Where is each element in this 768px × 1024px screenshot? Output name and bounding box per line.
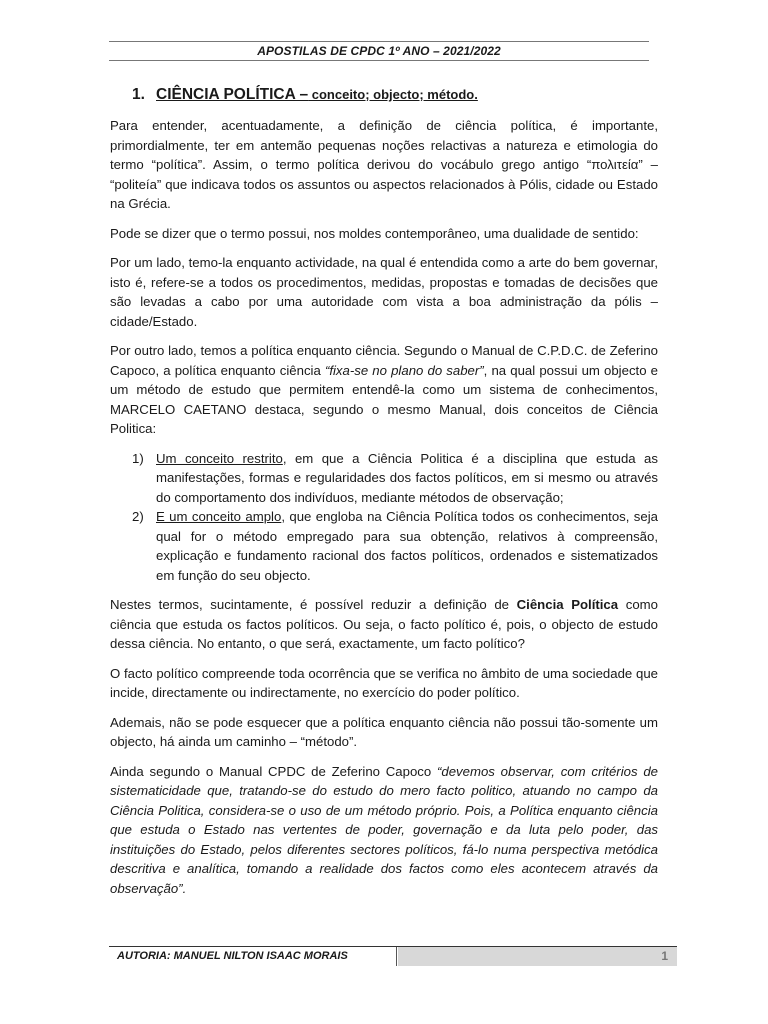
page-header bbox=[109, 41, 649, 61]
footer-author: AUTORIA: MANUEL NILTON ISAAC MORAIS bbox=[109, 947, 397, 966]
page-footer bbox=[109, 946, 677, 966]
list-item-text: , em que a Ciência Politica é a disciplina que estuda as manifestações, formas e regularidades dos factos políticos, em si mesmo ou através do comportamento dos indivíduos, mediante métodos de observação; bbox=[156, 450, 658, 505]
list-item bbox=[110, 507, 658, 585]
paragraph-8-quote: “devemos observar, com critérios de sistematicidade que, tratando-se do estudo do mero facto politico, atuando no campo da Ciência Politica, considera-se o uso de um método próprio. Pois, a Política enquanto ciência que estuda o Estado nas vertentes de poder, governação e da luta pelo poder, das instituições do Estado, pelos diferentes sectores políticos, fá-lo numa perspectiva metódica descritiva e analítica, tomando a realidade dos factos como eles acontecem através da observação”. bbox=[110, 763, 658, 896]
paragraph-4-quote: “fixa-se no plano do saber” bbox=[324, 362, 484, 378]
paragraph-5 bbox=[110, 595, 658, 654]
section-title bbox=[132, 84, 658, 106]
paragraph-8-text-a: Ainda segundo o Manual CPDC de Zeferino Capoco bbox=[110, 763, 437, 779]
document-body bbox=[110, 84, 658, 908]
paragraph-5-bold: Ciência Política bbox=[516, 597, 619, 612]
page-number: 1 bbox=[661, 949, 668, 963]
concepts-list bbox=[110, 449, 658, 586]
paragraph-4 bbox=[110, 341, 658, 439]
header-text: APOSTILAS DE CPDC 1º ANO – 2021/2022 bbox=[257, 44, 501, 58]
section-title-main: CIÊNCIA POLÍTICA – bbox=[156, 86, 309, 103]
paragraph-4-text-b: , na qual possui um objecto e um método de estudo que permitem entendê-la como um sistema de conhecimentos, MARCELO CAETANO destaca, segundo o mesmo Manual, dois conceitos de Ciência Politica: bbox=[110, 362, 658, 436]
section-title-sub: conceito; objecto; método. bbox=[308, 87, 478, 102]
list-item bbox=[110, 449, 658, 508]
list-item-text: , que engloba na Ciência Política todos os conhecimentos, seja qual for o método empregado para sua obtenção, relativos à compreensão, explicação e fundamento racional dos factos políticos, ordenados e sistematizados em função do seu objecto. bbox=[156, 509, 658, 583]
paragraph-5-text-b: como ciência que estuda os factos políticos. Ou seja, o facto político é, pois, o objecto de estudo dessa ciência. No entanto, o que será, exactamente, um facto político? bbox=[110, 597, 658, 651]
paragraph-5-text-a: Nestes termos, sucintamente, é possível reduzir a definição de bbox=[110, 597, 517, 612]
page-number-box bbox=[398, 947, 677, 966]
paragraph-7: Ademais, não se pode esquecer que a política enquanto ciência não possui tão-somente um objecto, há ainda um caminho – “método”. bbox=[110, 714, 658, 749]
section-number: 1. bbox=[132, 86, 145, 103]
paragraph-6: O facto político compreende toda ocorrência que se verifica no âmbito de uma sociedade que incide, directamente ou indirectamente, no exercício do poder político. bbox=[110, 665, 658, 700]
paragraph-3: Por um lado, temo-la enquanto actividade, na qual é entendida como a arte do bem governar, isto é, refere-se a todos os procedimentos, medidas, propostas e tomadas de decisões que são levadas a cabo por uma autoridade com vista a boa administração da pólis – cidade/Estado. bbox=[110, 255, 658, 329]
list-item-term: Um conceito restrito bbox=[156, 450, 283, 466]
paragraph-2: Pode se dizer que o termo possui, nos moldes contemporâneo, uma dualidade de sentido: bbox=[110, 225, 639, 241]
paragraph-4-text-a: Por outro lado, temos a política enquanto ciência. Segundo o Manual de C.P.D.C. de Zeferino Capoco, a política enquanto ciência bbox=[110, 343, 658, 378]
paragraph-8 bbox=[110, 762, 658, 899]
list-item-term: E um conceito amplo bbox=[156, 509, 282, 524]
list-marker: 1) bbox=[132, 450, 144, 466]
paragraph-1: Para entender, acentuadamente, a definição de ciência política, é importante, primordialmente, ter em antemão pequenas noções relactivas a natureza e etimologia do termo “política”. Assim, o termo política derivou do vocábulo grego antigo “πολιτεία” – “politeía” que indicava todos os assuntos ou aspectos relacionados à Pólis, cidade ou Estado na Grécia. bbox=[110, 118, 658, 211]
list-marker: 2) bbox=[132, 509, 144, 524]
